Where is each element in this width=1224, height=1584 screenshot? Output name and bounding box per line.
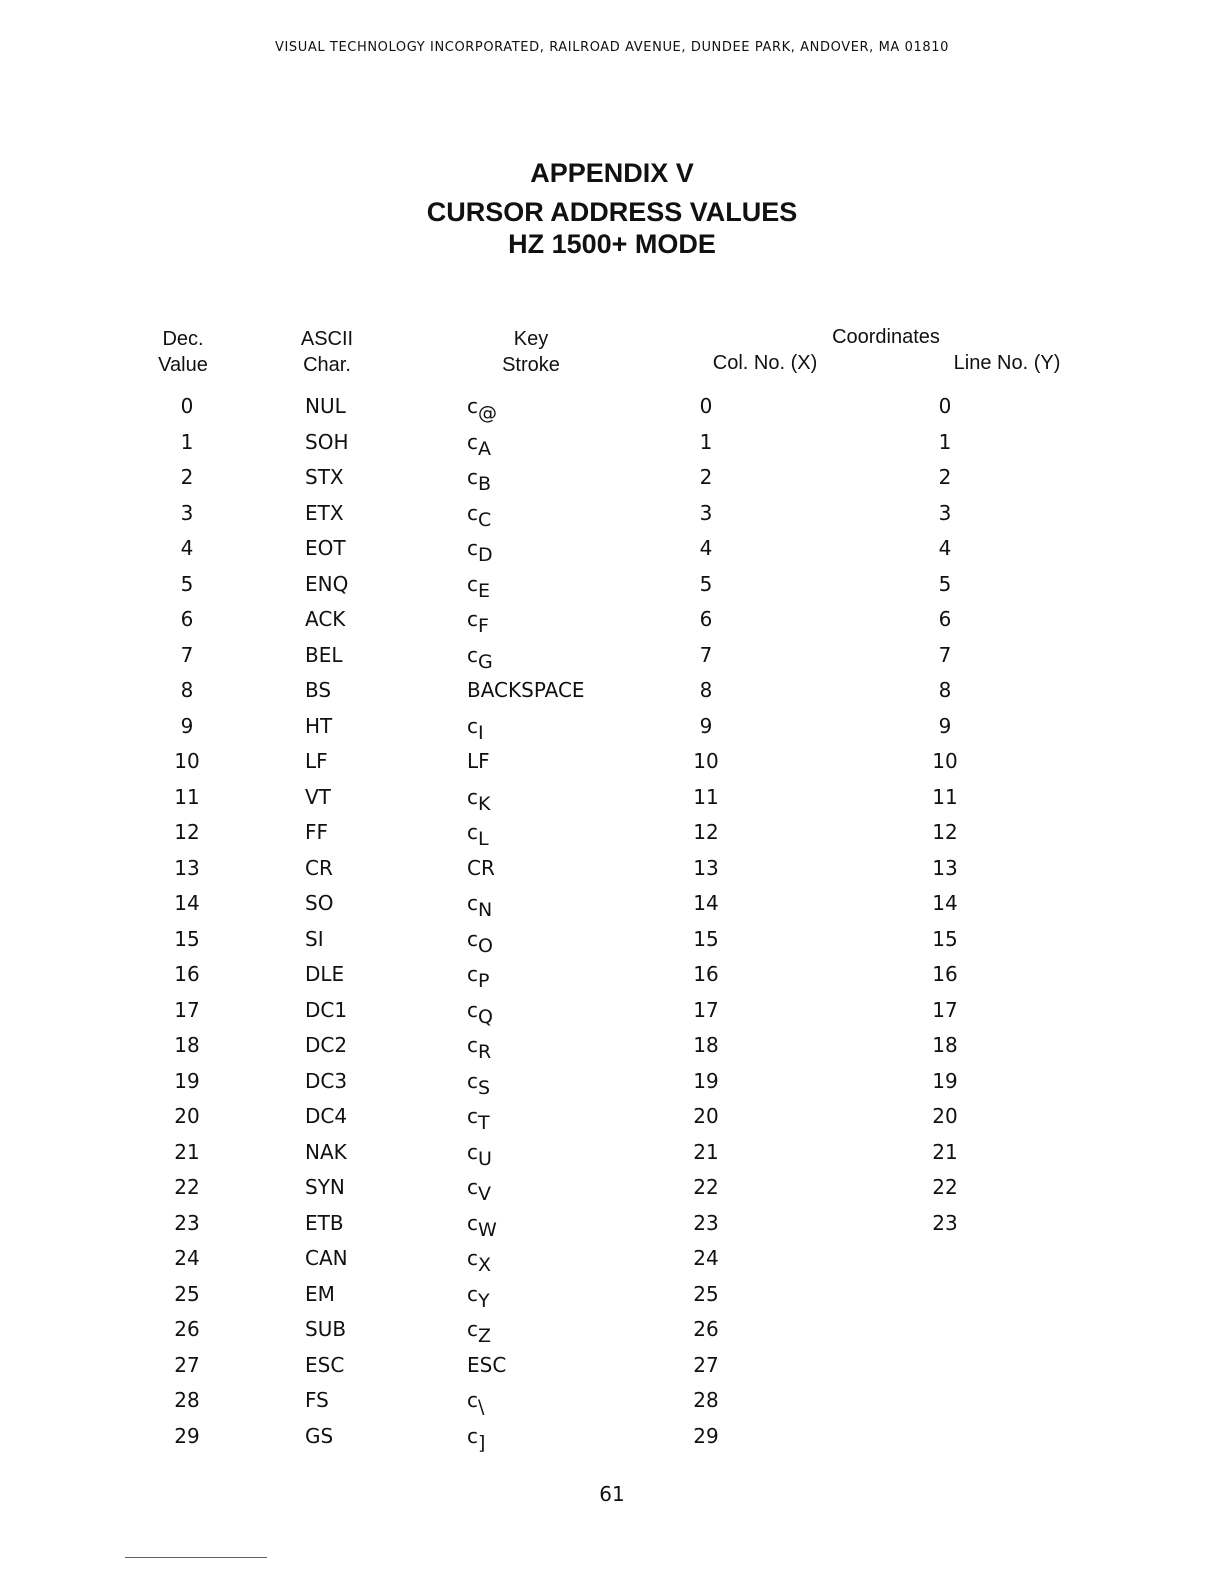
- control-prefix: c: [467, 1069, 478, 1093]
- control-key: Z: [478, 1325, 492, 1347]
- col-no-cell: 27: [693, 1353, 719, 1377]
- control-prefix: c: [467, 927, 478, 951]
- line-no-cell: 17: [932, 998, 958, 1022]
- control-prefix: c: [467, 430, 478, 454]
- ascii-char-cell: SO: [305, 891, 334, 915]
- control-prefix: c: [467, 1317, 478, 1341]
- control-prefix: c: [467, 891, 478, 915]
- line-no-cell: 22: [932, 1175, 958, 1199]
- control-prefix: c: [467, 1104, 478, 1128]
- ascii-header-line2: Char.: [303, 354, 351, 376]
- key-stroke-cell: [467, 677, 585, 703]
- line-no-cell: 13: [932, 856, 958, 880]
- dec-value-cell: 8: [180, 678, 194, 702]
- col-no-cell: 16: [693, 962, 719, 986]
- col-no-cell: 26: [693, 1317, 719, 1341]
- control-key: T: [478, 1112, 490, 1134]
- control-prefix: c: [467, 962, 478, 986]
- control-key: \: [478, 1396, 485, 1418]
- ascii-char-cell: CAN: [305, 1246, 348, 1270]
- key-stroke-text: ESC: [467, 1353, 507, 1377]
- ascii-char-cell: ENQ: [305, 572, 349, 596]
- ascii-char-cell: BS: [305, 678, 332, 702]
- control-prefix: c: [467, 465, 478, 489]
- control-prefix: c: [467, 1388, 478, 1412]
- col-no-cell: 5: [699, 572, 713, 596]
- company-header: VISUAL TECHNOLOGY INCORPORATED, RAILROAD AVENUE, DUNDEE PARK, ANDOVER, MA 01810: [274, 40, 950, 55]
- key-stroke-cell: [467, 1032, 492, 1063]
- control-key: V: [478, 1183, 491, 1205]
- dec-value-cell: 10: [174, 749, 200, 773]
- ascii-char-cell: VT: [305, 785, 331, 809]
- key-stroke-cell: [467, 429, 491, 460]
- key-stroke-cell: [467, 855, 495, 881]
- ascii-char-cell: SOH: [305, 430, 349, 454]
- ascii-char-cell: CR: [305, 856, 333, 880]
- dec-value-cell: 5: [180, 572, 194, 596]
- ascii-char-header: [287, 326, 367, 378]
- col-no-cell: 28: [693, 1388, 719, 1412]
- key-stroke-cell: [467, 1210, 497, 1241]
- coordinates-header: Coordinates: [832, 326, 940, 348]
- key-stroke-cell: [467, 1103, 490, 1134]
- line-no-cell: 12: [932, 820, 958, 844]
- col-no-cell: 21: [693, 1140, 719, 1164]
- col-no-cell: 11: [693, 785, 719, 809]
- control-key: U: [478, 1148, 492, 1170]
- control-prefix: c: [467, 1140, 478, 1164]
- document-subtitle: HZ 1500+ MODE: [508, 229, 716, 259]
- col-no-cell: 22: [693, 1175, 719, 1199]
- line-no-cell: 15: [932, 927, 958, 951]
- control-prefix: c: [467, 501, 478, 525]
- key-header-line2: Stroke: [502, 354, 560, 376]
- ascii-char-cell: DLE: [305, 962, 345, 986]
- control-key: F: [478, 615, 489, 637]
- control-prefix: c: [467, 1211, 478, 1235]
- key-stroke-header: [481, 326, 581, 378]
- key-stroke-cell: [467, 713, 484, 744]
- control-key: Y: [478, 1290, 490, 1312]
- line-no-cell: 9: [938, 714, 952, 738]
- control-key: I: [478, 722, 484, 744]
- dec-value-cell: 4: [180, 536, 194, 560]
- key-stroke-cell: [467, 1423, 486, 1454]
- ascii-char-cell: DC4: [305, 1104, 348, 1128]
- dec-value-cell: 13: [174, 856, 200, 880]
- col-no-cell: 24: [693, 1246, 719, 1270]
- ascii-char-cell: LF: [305, 749, 328, 773]
- line-no-cell: 21: [932, 1140, 958, 1164]
- dec-value-cell: 29: [174, 1424, 200, 1448]
- dec-value-cell: 21: [174, 1140, 200, 1164]
- key-stroke-cell: [467, 1316, 492, 1347]
- key-stroke-cell: [467, 890, 493, 921]
- ascii-char-cell: DC1: [305, 998, 348, 1022]
- control-key: R: [478, 1041, 492, 1063]
- ascii-char-cell: ESC: [305, 1353, 345, 1377]
- ascii-char-cell: ACK: [305, 607, 346, 631]
- col-no-cell: 12: [693, 820, 719, 844]
- dec-value-cell: 2: [180, 465, 194, 489]
- ascii-char-cell: FF: [305, 820, 329, 844]
- key-stroke-text: LF: [467, 749, 490, 773]
- line-no-cell: 8: [938, 678, 952, 702]
- ascii-char-cell: NUL: [305, 394, 346, 418]
- dec-value-cell: 6: [180, 607, 194, 631]
- ascii-char-cell: BEL: [305, 643, 343, 667]
- control-prefix: c: [467, 1033, 478, 1057]
- col-no-cell: 9: [699, 714, 713, 738]
- key-stroke-cell: [467, 1139, 492, 1170]
- col-no-cell: 19: [693, 1069, 719, 1093]
- key-stroke-text: CR: [467, 856, 495, 880]
- document-title: CURSOR ADDRESS VALUES: [426, 197, 798, 227]
- line-no-cell: 5: [938, 572, 952, 596]
- col-no-cell: 0: [699, 394, 713, 418]
- col-no-cell: 25: [693, 1282, 719, 1306]
- col-no-header: Col. No. (X): [712, 352, 818, 374]
- col-no-cell: 2: [699, 465, 713, 489]
- control-key: G: [478, 651, 493, 673]
- key-stroke-cell: [467, 464, 492, 495]
- line-no-cell: 2: [938, 465, 952, 489]
- dec-value-cell: 0: [180, 394, 194, 418]
- line-no-cell: 1: [938, 430, 952, 454]
- dec-value-cell: 19: [174, 1069, 200, 1093]
- col-no-cell: 20: [693, 1104, 719, 1128]
- key-stroke-cell: [467, 784, 491, 815]
- line-no-cell: 14: [932, 891, 958, 915]
- line-no-cell: 16: [932, 962, 958, 986]
- col-no-cell: 18: [693, 1033, 719, 1057]
- dec-value-cell: 16: [174, 962, 200, 986]
- dec-header-line2: Value: [158, 354, 208, 376]
- control-key: S: [478, 1077, 491, 1099]
- control-prefix: c: [467, 820, 478, 844]
- dec-value-cell: 11: [174, 785, 200, 809]
- ascii-char-cell: DC2: [305, 1033, 348, 1057]
- dec-value-cell: 23: [174, 1211, 200, 1235]
- line-no-cell: 23: [932, 1211, 958, 1235]
- appendix-title: APPENDIX V: [530, 158, 694, 188]
- dec-value-cell: 3: [180, 501, 194, 525]
- control-key: P: [478, 970, 490, 992]
- key-stroke-cell: [467, 535, 493, 566]
- dec-value-cell: 18: [174, 1033, 200, 1057]
- line-no-cell: 11: [932, 785, 958, 809]
- col-no-cell: 15: [693, 927, 719, 951]
- line-no-cell: 3: [938, 501, 952, 525]
- col-no-cell: 29: [693, 1424, 719, 1448]
- key-stroke-cell: [467, 997, 493, 1028]
- ascii-char-cell: DC3: [305, 1069, 348, 1093]
- ascii-char-cell: ETB: [305, 1211, 344, 1235]
- line-no-header: Line No. (Y): [953, 352, 1061, 374]
- line-no-cell: 20: [932, 1104, 958, 1128]
- ascii-char-cell: GS: [305, 1424, 334, 1448]
- key-stroke-cell: [467, 961, 490, 992]
- control-key: O: [478, 935, 493, 957]
- dec-value-cell: 15: [174, 927, 200, 951]
- col-no-cell: 8: [699, 678, 713, 702]
- control-prefix: c: [467, 572, 478, 596]
- dec-value-cell: 14: [174, 891, 200, 915]
- control-prefix: c: [467, 785, 478, 809]
- control-key: A: [478, 438, 491, 460]
- dec-value-cell: 22: [174, 1175, 200, 1199]
- col-no-cell: 4: [699, 536, 713, 560]
- control-key: X: [478, 1254, 492, 1276]
- dec-value-cell: 20: [174, 1104, 200, 1128]
- dec-value-header: [143, 326, 223, 378]
- control-key: E: [478, 580, 491, 602]
- col-no-cell: 10: [693, 749, 719, 773]
- control-key: W: [478, 1219, 497, 1241]
- ascii-char-cell: FS: [305, 1388, 329, 1412]
- control-key: Q: [478, 1006, 493, 1028]
- control-key: B: [478, 473, 492, 495]
- key-stroke-cell: [467, 500, 492, 531]
- ascii-char-cell: SI: [305, 927, 324, 951]
- dec-value-cell: 9: [180, 714, 194, 738]
- col-no-cell: 1: [699, 430, 713, 454]
- ascii-char-cell: ETX: [305, 501, 344, 525]
- dec-value-cell: 27: [174, 1353, 200, 1377]
- control-prefix: c: [467, 1282, 478, 1306]
- key-stroke-cell: [467, 571, 491, 602]
- control-prefix: c: [467, 1246, 478, 1270]
- control-prefix: c: [467, 1175, 478, 1199]
- dec-value-cell: 12: [174, 820, 200, 844]
- control-key: @: [478, 402, 497, 424]
- ascii-char-cell: NAK: [305, 1140, 347, 1164]
- line-no-cell: 7: [938, 643, 952, 667]
- control-prefix: c: [467, 1424, 478, 1448]
- dec-value-cell: 25: [174, 1282, 200, 1306]
- key-stroke-cell: [467, 1245, 492, 1276]
- key-stroke-cell: [467, 926, 493, 957]
- col-no-cell: 13: [693, 856, 719, 880]
- key-stroke-cell: [467, 1281, 490, 1312]
- col-no-cell: 6: [699, 607, 713, 631]
- ascii-header-line1: ASCII: [300, 328, 354, 350]
- key-stroke-cell: [467, 642, 493, 673]
- key-stroke-cell: [467, 748, 490, 774]
- control-prefix: c: [467, 714, 478, 738]
- control-prefix: c: [467, 607, 478, 631]
- dec-value-cell: 24: [174, 1246, 200, 1270]
- ascii-char-cell: SUB: [305, 1317, 347, 1341]
- key-stroke-cell: [467, 1068, 491, 1099]
- ascii-char-cell: SYN: [305, 1175, 345, 1199]
- page-number: 61: [599, 1482, 625, 1506]
- control-key: N: [478, 899, 493, 921]
- key-stroke-cell: [467, 1387, 485, 1418]
- dec-header-line1: Dec.: [162, 328, 204, 350]
- dec-value-cell: 26: [174, 1317, 200, 1341]
- key-stroke-cell: [467, 606, 489, 637]
- control-key: K: [478, 793, 491, 815]
- key-stroke-text: BACKSPACE: [467, 678, 585, 702]
- key-stroke-cell: [467, 393, 497, 424]
- control-prefix: c: [467, 998, 478, 1022]
- control-key: L: [478, 828, 489, 850]
- col-no-cell: 17: [693, 998, 719, 1022]
- dec-value-cell: 1: [180, 430, 194, 454]
- line-no-cell: 18: [932, 1033, 958, 1057]
- line-no-cell: 4: [938, 536, 952, 560]
- dec-value-cell: 28: [174, 1388, 200, 1412]
- ascii-char-cell: STX: [305, 465, 344, 489]
- control-key: D: [478, 544, 493, 566]
- control-prefix: c: [467, 643, 478, 667]
- col-no-cell: 3: [699, 501, 713, 525]
- control-key: C: [478, 509, 492, 531]
- col-no-cell: 23: [693, 1211, 719, 1235]
- ascii-char-cell: HT: [305, 714, 333, 738]
- control-prefix: c: [467, 536, 478, 560]
- ascii-char-cell: EM: [305, 1282, 335, 1306]
- col-no-cell: 7: [699, 643, 713, 667]
- dec-value-cell: 7: [180, 643, 194, 667]
- footer-rule: [125, 1557, 267, 1558]
- col-no-cell: 14: [693, 891, 719, 915]
- control-prefix: c: [467, 394, 478, 418]
- key-stroke-cell: [467, 1174, 491, 1205]
- key-stroke-cell: [467, 819, 489, 850]
- control-key: ]: [478, 1432, 486, 1454]
- dec-value-cell: 17: [174, 998, 200, 1022]
- line-no-cell: 10: [932, 749, 958, 773]
- line-no-cell: 0: [938, 394, 952, 418]
- line-no-cell: 6: [938, 607, 952, 631]
- line-no-cell: 19: [932, 1069, 958, 1093]
- ascii-char-cell: EOT: [305, 536, 346, 560]
- key-stroke-cell: [467, 1352, 506, 1378]
- key-header-line1: Key: [513, 328, 549, 350]
